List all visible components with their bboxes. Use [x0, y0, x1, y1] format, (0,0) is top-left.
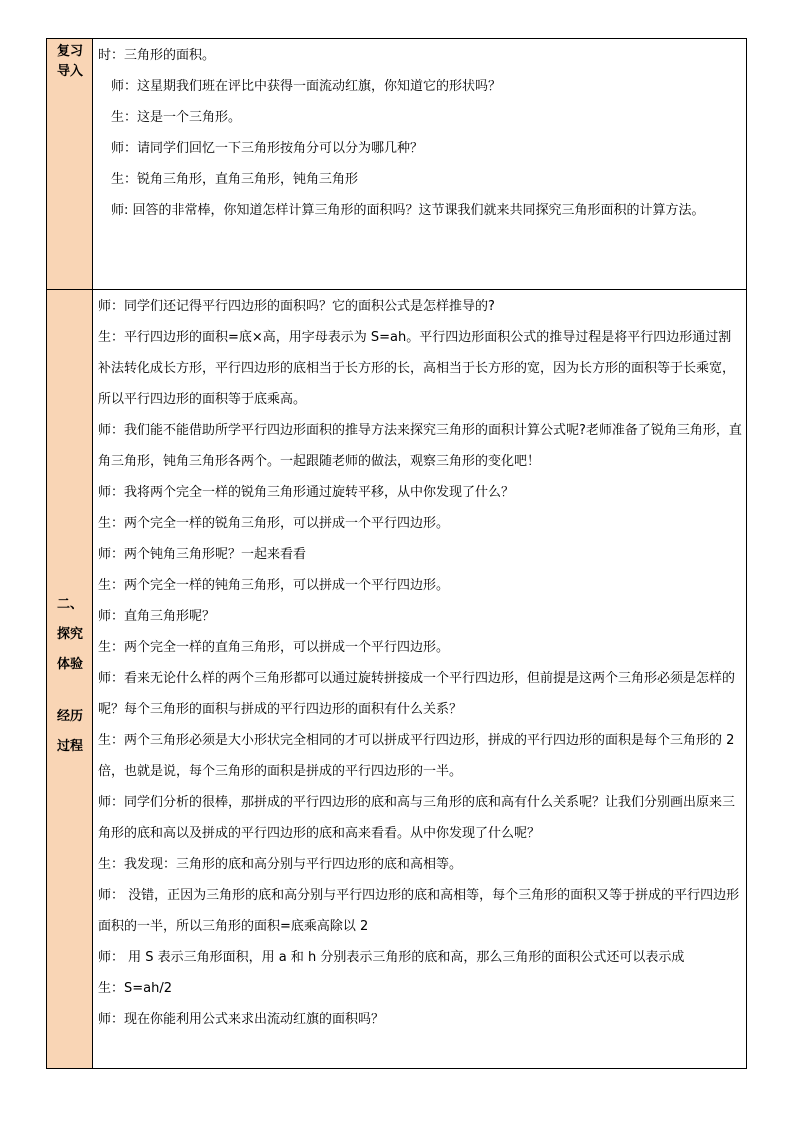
- text-line: 生：锐角三角形，直角三角形，钝角三角形: [111, 172, 359, 187]
- text-line: 师：看来无论什么样的两个三角形都可以通过旋转拼接成一个平行四边形，但前提是这两个三角形必须是怎样的呢？每个三角形的面积与拼成的平行四边形的面积有什么关系？: [98, 671, 736, 717]
- text-line: 师：这星期我们班在评比中获得一面流动红旗，你知道它的形状吗？: [111, 79, 502, 94]
- row-divider: [47, 289, 746, 290]
- text-line: 师：我将两个完全一样的锐角三角形通过旋转平移，从中你发现了什么？: [98, 485, 515, 500]
- text-line: 生：S=ah/2: [98, 981, 173, 996]
- review-content: [98, 40, 743, 226]
- text-line: 生：两个三角形必须是大小形状完全相同的才可以拼成平行四边形，拼成的平行四边形的面积是每个三角形的 2 倍，也就是说，每个三角形的面积是拼成的平行四边形的一半。: [98, 733, 735, 779]
- text-line: 师: 回答的非常棒，你知道怎样计算三角形的面积吗？这节课我们就来共同探究三角形面积的计算方法。: [111, 203, 705, 218]
- text-line: 生：两个完全一样的钝角三角形，可以拼成一个平行四边形。: [98, 578, 450, 593]
- explore-content: [98, 291, 743, 1035]
- text-line: 师：同学们分析的很棒，那拼成的平行四边形的底和高与三角形的底和高有什么关系呢？让我们分别画出原来三角形的底和高以及拼成的平行四边形的底和高来看看。从中你发现了什么呢？: [98, 795, 736, 841]
- text-line: 师： 用 S 表示三角形面积，用 a 和 h 分别表示三角形的底和高，那么三角形的面积公式还可以表示成: [98, 950, 685, 965]
- text-line: 生：两个完全一样的直角三角形，可以拼成一个平行四边形。: [98, 640, 450, 655]
- text-line: 师：直角三角形呢？: [98, 609, 216, 624]
- text-line: 师：两个钝角三角形呢？一起来看看: [98, 547, 307, 562]
- section-label-explore: 二、 探究 体验 经历 过程: [56, 597, 83, 754]
- text-line: 师：同学们还记得平行四边形的面积吗？它的面积公式是怎样推导的?: [98, 299, 495, 314]
- text-line: 生：平行四边形的面积=底×高，用字母表示为 S=ah。平行四边形面积公式的推导过程是将平行四边形通过割补法转化成长方形，平行四边形的底相当于长方形的长，高相当于长方形的宽，因为长方形的面积等于长乘宽，所以平行四边形的面积等于底乘高。: [98, 330, 736, 407]
- text-line: 时：三角形的面积。: [98, 48, 216, 63]
- text-line: 生：我发现：三角形的底和高分别与平行四边形的底和高相等。: [98, 857, 463, 872]
- text-line: 师：现在你能利用公式来求出流动红旗的面积吗？: [98, 1012, 385, 1027]
- lesson-table: [46, 38, 747, 1069]
- section-label-review: 复习 导入: [56, 44, 83, 79]
- text-line: 生：这是一个三角形。: [111, 110, 242, 125]
- text-line: 师： 没错，正因为三角形的底和高分别与平行四边形的底和高相等，每个三角形的面积又等于拼成的平行四边形面积的一半，所以三角形的面积=底乘高除以 2: [98, 888, 740, 934]
- text-line: 生：两个完全一样的锐角三角形，可以拼成一个平行四边形。: [98, 516, 450, 531]
- label-column: [47, 39, 93, 1068]
- text-line: 师：请同学们回忆一下三角形按角分可以分为哪几种？: [111, 141, 424, 156]
- text-line: 师：我们能不能借助所学平行四边形面积的推导方法来探究三角形的面积计算公式呢?老师准备了锐角三角形，直角三角形，钝角三角形各两个。一起跟随老师的做法，观察三角形的变化吧！: [98, 423, 742, 469]
